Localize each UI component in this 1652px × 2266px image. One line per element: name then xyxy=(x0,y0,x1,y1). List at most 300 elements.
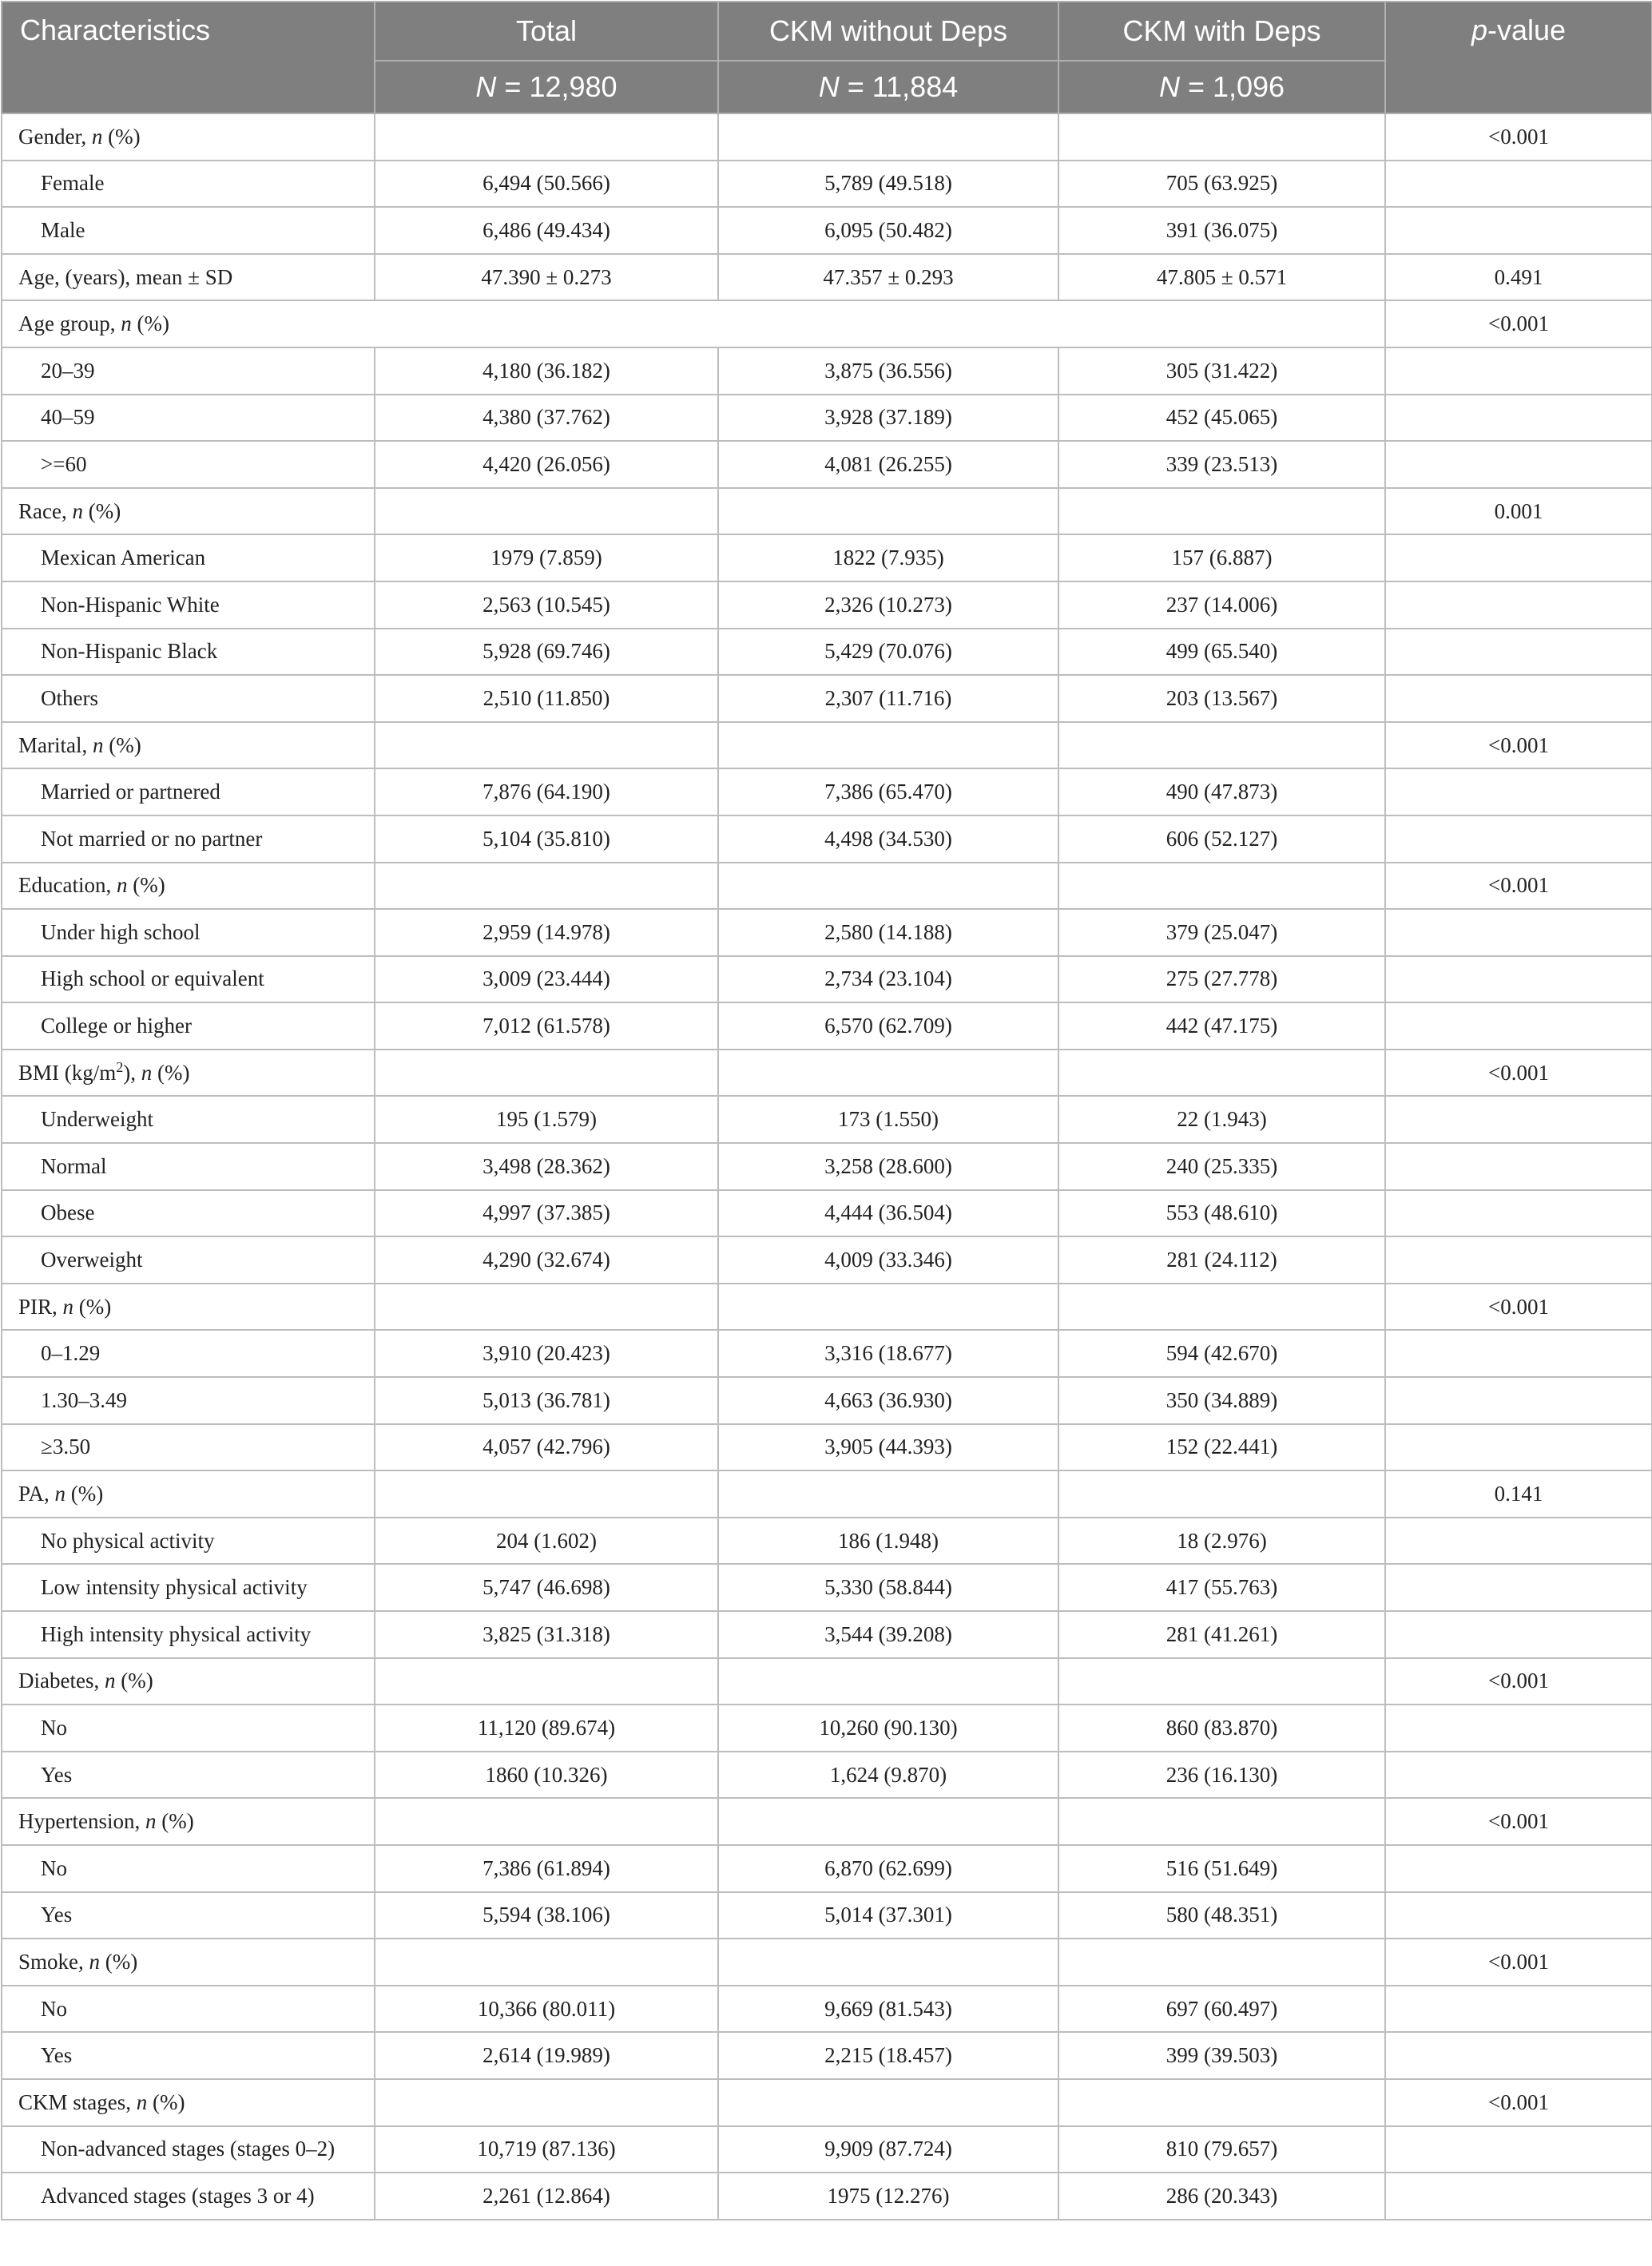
header-with-deps: CKM with Deps xyxy=(1058,2,1385,61)
without-deps-cell: 2,326 (10.273) xyxy=(718,581,1058,629)
row-label xyxy=(2,2126,375,2173)
table-row xyxy=(2,1096,1652,1143)
table-row xyxy=(2,816,1652,863)
without-n-value: = 11,884 xyxy=(839,70,959,103)
without-deps-cell: 6,870 (62.699) xyxy=(718,1845,1058,1892)
total-cell xyxy=(375,1798,718,1845)
with-deps-cell: 237 (14.006) xyxy=(1058,581,1385,629)
total-cell: 5,013 (36.781) xyxy=(375,1377,718,1424)
p-value-cell xyxy=(1385,1330,1652,1377)
with-deps-cell: 240 (25.335) xyxy=(1058,1143,1385,1190)
p-value-cell xyxy=(1385,2126,1652,2173)
row-label-text: BMI (kg/m xyxy=(18,1060,117,1085)
row-label xyxy=(2,254,375,301)
without-deps-cell xyxy=(718,488,1058,535)
table-row xyxy=(2,1752,1652,1799)
without-deps-cell xyxy=(718,2079,1058,2126)
row-label-text: ), xyxy=(123,1060,141,1085)
row-label-text: Low intensity physical activity xyxy=(41,1575,308,1600)
without-deps-cell xyxy=(718,863,1058,910)
without-deps-cell: 3,544 (39.208) xyxy=(718,1611,1058,1658)
row-label xyxy=(2,581,375,629)
row-label xyxy=(2,1236,375,1284)
with-deps-cell: 18 (2.976) xyxy=(1058,1518,1385,1565)
n-symbol: N xyxy=(475,70,497,103)
row-label xyxy=(2,675,375,722)
with-deps-cell: 697 (60.497) xyxy=(1058,1986,1385,2033)
total-cell: 3,498 (28.362) xyxy=(375,1143,718,1190)
without-deps-cell xyxy=(718,1284,1058,1331)
row-label-suffix: (%) xyxy=(100,1949,138,1974)
without-deps-cell: 6,095 (50.482) xyxy=(718,207,1058,254)
row-label xyxy=(2,2032,375,2079)
row-label-superscript: 2 xyxy=(116,1058,124,1075)
row-label-text: High school or equivalent xyxy=(41,966,264,991)
header-without-n xyxy=(718,61,1058,113)
with-deps-cell: 860 (83.870) xyxy=(1058,1704,1385,1752)
without-deps-cell: 2,215 (18.457) xyxy=(718,2032,1058,2079)
row-label-text: 1.30–3.49 xyxy=(41,1387,127,1412)
table-row xyxy=(2,1704,1652,1752)
row-label-text: Non-Hispanic White xyxy=(41,592,220,617)
row-label xyxy=(2,1611,375,1658)
table-row xyxy=(2,1190,1652,1237)
p-value-cell: <0.001 xyxy=(1385,1284,1652,1331)
table-row xyxy=(2,1518,1652,1565)
p-value-cell xyxy=(1385,1002,1652,1050)
header-total-n xyxy=(375,61,718,113)
p-value-cell xyxy=(1385,1143,1652,1190)
table-row xyxy=(2,1424,1652,1471)
total-cell: 5,594 (38.106) xyxy=(375,1892,718,1939)
total-cell: 47.390 ± 0.273 xyxy=(375,254,718,301)
table-row xyxy=(2,1470,1652,1518)
row-label-text: Yes xyxy=(41,1903,73,1927)
without-deps-cell: 186 (1.948) xyxy=(718,1518,1058,1565)
with-deps-cell: 391 (36.075) xyxy=(1058,207,1385,254)
row-label-italic: n xyxy=(121,312,132,336)
row-label-italic: n xyxy=(91,124,103,149)
table-row xyxy=(2,1050,1652,1097)
p-value-cell xyxy=(1385,2032,1652,2079)
table-row xyxy=(2,441,1652,488)
with-deps-cell: 705 (63.925) xyxy=(1058,161,1385,208)
without-deps-cell: 173 (1.550) xyxy=(718,1096,1058,1143)
with-deps-cell: 22 (1.943) xyxy=(1058,1096,1385,1143)
with-deps-cell: 553 (48.610) xyxy=(1058,1190,1385,1237)
p-value-cell: <0.001 xyxy=(1385,1050,1652,1097)
total-n-value: = 12,980 xyxy=(496,70,618,103)
table-row xyxy=(2,1564,1652,1611)
table-row xyxy=(2,2173,1652,2220)
row-label-text: High intensity physical activity xyxy=(41,1621,312,1646)
row-label-italic: n xyxy=(89,1949,101,1974)
without-deps-cell: 5,429 (70.076) xyxy=(718,629,1058,676)
total-cell: 4,380 (37.762) xyxy=(375,395,718,442)
row-label-text: 20–39 xyxy=(41,358,95,383)
with-deps-cell: 810 (79.657) xyxy=(1058,2126,1385,2173)
p-value-cell xyxy=(1385,534,1652,581)
row-label xyxy=(2,1424,375,1471)
row-label-text: Female xyxy=(41,171,105,196)
table-body xyxy=(2,113,1652,2220)
row-label-suffix: (%) xyxy=(147,2089,185,2114)
p-value-cell xyxy=(1385,675,1652,722)
row-label xyxy=(2,488,375,535)
table-row xyxy=(2,909,1652,956)
row-label-italic: n xyxy=(62,1294,74,1319)
row-label-text: Education, xyxy=(18,873,117,898)
row-label-suffix: (%) xyxy=(152,1060,190,1085)
without-deps-cell: 2,307 (11.716) xyxy=(718,675,1058,722)
total-cell: 3,910 (20.423) xyxy=(375,1330,718,1377)
row-label-italic: n xyxy=(104,1669,116,1693)
without-deps-cell: 7,386 (65.470) xyxy=(718,768,1058,816)
row-label-suffix: (%) xyxy=(82,498,121,523)
with-deps-cell: 281 (24.112) xyxy=(1058,1236,1385,1284)
table-row xyxy=(2,113,1652,161)
p-value-cell: <0.001 xyxy=(1385,863,1652,910)
with-n-value: = 1,096 xyxy=(1179,70,1285,103)
total-cell: 5,928 (69.746) xyxy=(375,629,718,676)
row-label-text: Normal xyxy=(41,1153,107,1178)
without-deps-cell: 9,909 (87.724) xyxy=(718,2126,1058,2173)
with-deps-cell: 516 (51.649) xyxy=(1058,1845,1385,1892)
without-deps-cell: 4,081 (26.255) xyxy=(718,441,1058,488)
total-cell: 6,486 (49.434) xyxy=(375,207,718,254)
table-row xyxy=(2,2032,1652,2079)
total-cell: 2,563 (10.545) xyxy=(375,581,718,629)
row-label-text: 0–1.29 xyxy=(41,1341,101,1366)
table-row xyxy=(2,1611,1652,1658)
p-value-cell xyxy=(1385,2173,1652,2220)
p-value-cell xyxy=(1385,1986,1652,2033)
row-label-italic: n xyxy=(136,2089,148,2114)
table-row xyxy=(2,207,1652,254)
without-deps-cell: 47.357 ± 0.293 xyxy=(718,254,1058,301)
n-symbol: N xyxy=(818,70,840,103)
row-label-suffix: (%) xyxy=(131,312,169,336)
p-value-cell: <0.001 xyxy=(1385,1658,1652,1705)
p-value-cell xyxy=(1385,581,1652,629)
table-row xyxy=(2,1892,1652,1939)
without-deps-cell: 3,258 (28.600) xyxy=(718,1143,1058,1190)
p-value-cell xyxy=(1385,768,1652,816)
row-label-suffix: (%) xyxy=(66,1482,104,1506)
without-deps-cell xyxy=(718,1470,1058,1518)
with-deps-cell: 152 (22.441) xyxy=(1058,1424,1385,1471)
row-label-text: Underweight xyxy=(41,1107,153,1132)
total-cell xyxy=(375,1284,718,1331)
row-label xyxy=(2,534,375,581)
p-value-cell xyxy=(1385,161,1652,208)
p-value-cell xyxy=(1385,1236,1652,1284)
row-label-suffix: (%) xyxy=(73,1294,112,1319)
row-label-italic: n xyxy=(116,873,128,898)
p-value-cell: <0.001 xyxy=(1385,1939,1652,1986)
p-value-cell: 0.491 xyxy=(1385,254,1652,301)
row-label xyxy=(2,300,1385,347)
row-label xyxy=(2,1986,375,2033)
row-label xyxy=(2,1050,375,1097)
with-deps-cell: 350 (34.889) xyxy=(1058,1377,1385,1424)
without-deps-cell: 4,444 (36.504) xyxy=(718,1190,1058,1237)
with-deps-cell: 47.805 ± 0.571 xyxy=(1058,254,1385,301)
header-with-n xyxy=(1058,61,1385,113)
row-label xyxy=(2,347,375,395)
row-label-text: Yes xyxy=(41,2043,73,2068)
p-value-cell: 0.141 xyxy=(1385,1470,1652,1518)
row-label xyxy=(2,1518,375,1565)
without-deps-cell: 2,734 (23.104) xyxy=(718,956,1058,1003)
table-row xyxy=(2,254,1652,301)
table-row xyxy=(2,2126,1652,2173)
row-label-italic: n xyxy=(141,1060,153,1085)
without-deps-cell xyxy=(718,1658,1058,1705)
row-label xyxy=(2,1143,375,1190)
with-deps-cell xyxy=(1058,2079,1385,2126)
row-label-text: No xyxy=(41,1855,67,1880)
row-label-suffix: (%) xyxy=(103,732,141,757)
total-cell: 2,959 (14.978) xyxy=(375,909,718,956)
row-label xyxy=(2,1470,375,1518)
without-deps-cell: 1,624 (9.870) xyxy=(718,1752,1058,1799)
table-row xyxy=(2,863,1652,910)
row-label xyxy=(2,161,375,208)
total-cell: 2,261 (12.864) xyxy=(375,2173,718,2220)
p-value-cell: <0.001 xyxy=(1385,2079,1652,2126)
row-label xyxy=(2,2079,375,2126)
row-label-suffix: (%) xyxy=(156,1809,194,1834)
without-deps-cell: 4,663 (36.930) xyxy=(718,1377,1058,1424)
row-label-text: Mexican American xyxy=(41,546,206,570)
row-label xyxy=(2,113,375,161)
total-cell: 3,825 (31.318) xyxy=(375,1611,718,1658)
without-deps-cell: 4,009 (33.346) xyxy=(718,1236,1058,1284)
p-value-cell xyxy=(1385,441,1652,488)
without-deps-cell: 1975 (12.276) xyxy=(718,2173,1058,2220)
row-label xyxy=(2,1096,375,1143)
row-label-text: Non-advanced stages (stages 0–2) xyxy=(41,2137,336,2161)
total-cell: 11,120 (89.674) xyxy=(375,1704,718,1752)
row-label-text: Others xyxy=(41,685,98,710)
row-label-text: Not married or no partner xyxy=(41,826,263,851)
table-row xyxy=(2,300,1652,347)
p-value-cell: <0.001 xyxy=(1385,722,1652,769)
with-deps-cell: 236 (16.130) xyxy=(1058,1752,1385,1799)
without-deps-cell: 5,014 (37.301) xyxy=(718,1892,1058,1939)
p-value-cell xyxy=(1385,816,1652,863)
total-cell xyxy=(375,1050,718,1097)
without-deps-cell: 9,669 (81.543) xyxy=(718,1986,1058,2033)
row-label-text: Diabetes, xyxy=(18,1669,105,1693)
total-cell: 2,614 (19.989) xyxy=(375,2032,718,2079)
table-row xyxy=(2,722,1652,769)
row-label-text: Age group, xyxy=(18,312,121,336)
table-row xyxy=(2,1002,1652,1050)
with-deps-cell: 286 (20.343) xyxy=(1058,2173,1385,2220)
header-p-italic: p xyxy=(1471,14,1487,46)
without-deps-cell: 3,875 (36.556) xyxy=(718,347,1058,395)
n-symbol: N xyxy=(1158,70,1180,103)
table-row xyxy=(2,347,1652,395)
header-p-value xyxy=(1385,2,1652,113)
row-label-text: Race, xyxy=(18,498,73,523)
with-deps-cell xyxy=(1058,1798,1385,1845)
table-row xyxy=(2,1658,1652,1705)
total-cell: 3,009 (23.444) xyxy=(375,956,718,1003)
row-label-text: Under high school xyxy=(41,919,201,944)
row-label-text: No physical activity xyxy=(41,1528,215,1553)
p-value-cell xyxy=(1385,347,1652,395)
with-deps-cell: 499 (65.540) xyxy=(1058,629,1385,676)
total-cell: 10,719 (87.136) xyxy=(375,2126,718,2173)
total-cell: 5,747 (46.698) xyxy=(375,1564,718,1611)
with-deps-cell: 594 (42.670) xyxy=(1058,1330,1385,1377)
total-cell: 5,104 (35.810) xyxy=(375,816,718,863)
header-total: Total xyxy=(375,2,718,61)
p-value-cell xyxy=(1385,956,1652,1003)
table-row xyxy=(2,161,1652,208)
with-deps-cell: 490 (47.873) xyxy=(1058,768,1385,816)
row-label xyxy=(2,1284,375,1331)
row-label-text: PIR, xyxy=(18,1294,63,1319)
row-label xyxy=(2,629,375,676)
row-label-text: 40–59 xyxy=(41,405,95,430)
row-label-italic: n xyxy=(92,732,104,757)
row-label-text: Gender, xyxy=(18,124,92,149)
p-value-cell xyxy=(1385,395,1652,442)
without-deps-cell: 10,260 (90.130) xyxy=(718,1704,1058,1752)
row-label xyxy=(2,1845,375,1892)
with-deps-cell: 305 (31.422) xyxy=(1058,347,1385,395)
table-row xyxy=(2,2079,1652,2126)
with-deps-cell: 157 (6.887) xyxy=(1058,534,1385,581)
p-value-cell xyxy=(1385,1377,1652,1424)
row-label xyxy=(2,1190,375,1237)
without-deps-cell: 2,580 (14.188) xyxy=(718,909,1058,956)
row-label-text: Obese xyxy=(41,1200,95,1225)
p-value-cell xyxy=(1385,207,1652,254)
row-label-text: Male xyxy=(41,217,85,242)
row-label xyxy=(2,1752,375,1799)
table-row xyxy=(2,768,1652,816)
with-deps-cell xyxy=(1058,488,1385,535)
row-label-italic: n xyxy=(72,498,83,523)
total-cell: 6,494 (50.566) xyxy=(375,161,718,208)
with-deps-cell xyxy=(1058,1939,1385,1986)
p-value-cell xyxy=(1385,1892,1652,1939)
total-cell xyxy=(375,488,718,535)
row-label xyxy=(2,1892,375,1939)
row-label xyxy=(2,863,375,910)
with-deps-cell: 339 (23.513) xyxy=(1058,441,1385,488)
with-deps-cell xyxy=(1058,722,1385,769)
row-label-text: Hypertension, xyxy=(18,1809,145,1834)
p-value-cell: <0.001 xyxy=(1385,1798,1652,1845)
p-value-cell: <0.001 xyxy=(1385,113,1652,161)
row-label xyxy=(2,1704,375,1752)
without-deps-cell: 3,928 (37.189) xyxy=(718,395,1058,442)
row-label-text: CKM stages, xyxy=(18,2089,137,2114)
with-deps-cell: 203 (13.567) xyxy=(1058,675,1385,722)
row-label-suffix: (%) xyxy=(127,873,165,898)
table-row xyxy=(2,629,1652,676)
total-cell: 4,420 (26.056) xyxy=(375,441,718,488)
without-deps-cell: 5,330 (58.844) xyxy=(718,1564,1058,1611)
with-deps-cell: 379 (25.047) xyxy=(1058,909,1385,956)
row-label-suffix: (%) xyxy=(115,1669,153,1693)
total-cell xyxy=(375,863,718,910)
table-row xyxy=(2,395,1652,442)
total-cell: 1979 (7.859) xyxy=(375,534,718,581)
total-cell: 4,997 (37.385) xyxy=(375,1190,718,1237)
row-label-text: ≥3.50 xyxy=(41,1435,91,1459)
p-value-cell xyxy=(1385,1752,1652,1799)
row-label-text: No xyxy=(41,1715,67,1740)
total-cell xyxy=(375,1939,718,1986)
row-label xyxy=(2,395,375,442)
table-row xyxy=(2,581,1652,629)
total-cell: 1860 (10.326) xyxy=(375,1752,718,1799)
with-deps-cell: 580 (48.351) xyxy=(1058,1892,1385,1939)
without-deps-cell: 3,316 (18.677) xyxy=(718,1330,1058,1377)
p-value-cell xyxy=(1385,1096,1652,1143)
without-deps-cell: 1822 (7.935) xyxy=(718,534,1058,581)
with-deps-cell: 452 (45.065) xyxy=(1058,395,1385,442)
with-deps-cell xyxy=(1058,1050,1385,1097)
characteristics-table xyxy=(1,1,1652,2220)
with-deps-cell: 442 (47.175) xyxy=(1058,1002,1385,1050)
row-label-text: Yes xyxy=(41,1762,73,1787)
row-label xyxy=(2,207,375,254)
with-deps-cell xyxy=(1058,863,1385,910)
row-label xyxy=(2,956,375,1003)
row-label xyxy=(2,441,375,488)
row-label xyxy=(2,722,375,769)
with-deps-cell: 417 (55.763) xyxy=(1058,1564,1385,1611)
with-deps-cell: 281 (41.261) xyxy=(1058,1611,1385,1658)
header-characteristics: Characteristics xyxy=(2,2,375,113)
p-value-cell xyxy=(1385,1518,1652,1565)
table-row xyxy=(2,675,1652,722)
without-deps-cell xyxy=(718,1798,1058,1845)
total-cell xyxy=(375,1470,718,1518)
p-value-cell xyxy=(1385,1845,1652,1892)
row-label xyxy=(2,1564,375,1611)
without-deps-cell xyxy=(718,113,1058,161)
without-deps-cell: 3,905 (44.393) xyxy=(718,1424,1058,1471)
row-label xyxy=(2,1939,375,1986)
row-label-text: PA, xyxy=(18,1482,55,1506)
row-label-text: Overweight xyxy=(41,1248,143,1272)
with-deps-cell: 399 (39.503) xyxy=(1058,2032,1385,2079)
total-cell xyxy=(375,2079,718,2126)
table-row xyxy=(2,1986,1652,2033)
p-value-cell xyxy=(1385,909,1652,956)
total-cell: 10,366 (80.011) xyxy=(375,1986,718,2033)
table-row xyxy=(2,1939,1652,1986)
total-cell: 195 (1.579) xyxy=(375,1096,718,1143)
total-cell: 4,057 (42.796) xyxy=(375,1424,718,1471)
p-value-cell xyxy=(1385,1611,1652,1658)
total-cell: 204 (1.602) xyxy=(375,1518,718,1565)
with-deps-cell: 275 (27.778) xyxy=(1058,956,1385,1003)
table-row xyxy=(2,1143,1652,1190)
row-label xyxy=(2,816,375,863)
without-deps-cell xyxy=(718,1939,1058,1986)
without-deps-cell xyxy=(718,722,1058,769)
